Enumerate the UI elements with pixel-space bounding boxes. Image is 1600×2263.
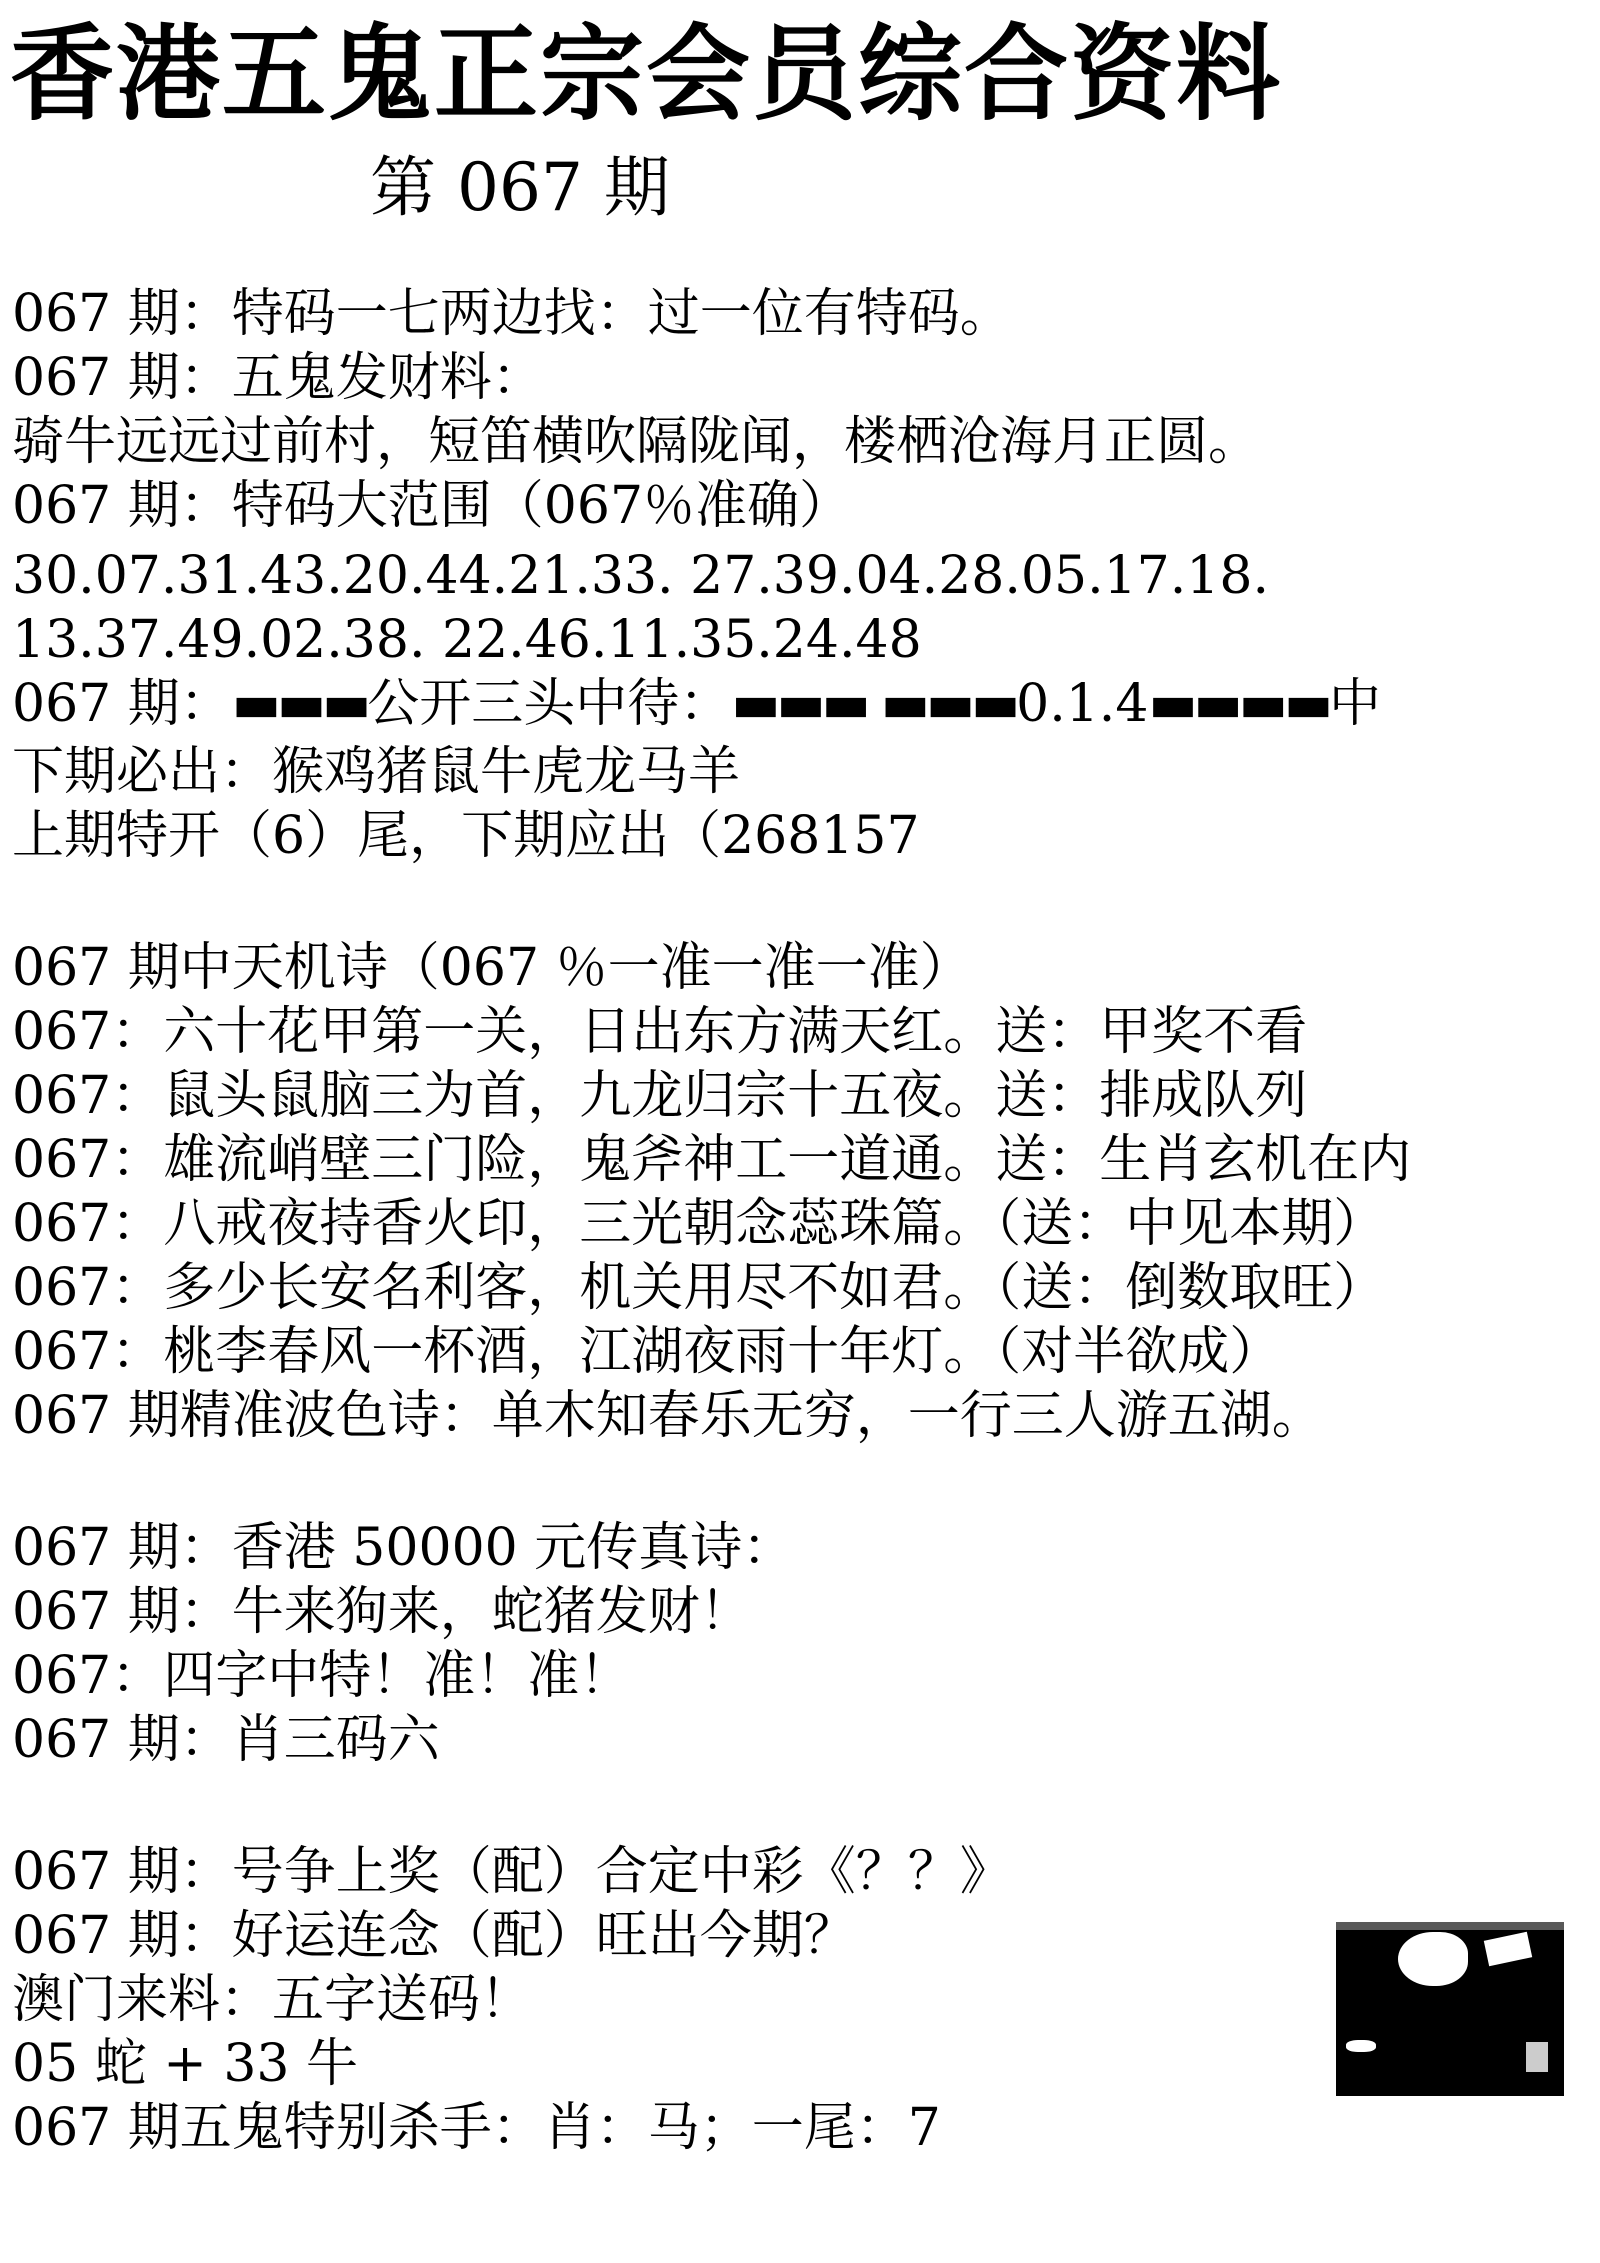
poem-line: 067：桃李春风一杯酒，江湖夜雨十年灯。（对半欲成） xyxy=(12,1322,1282,1382)
redacted-bars: ▬▬▬ xyxy=(231,673,368,734)
prize-line: 067 期：号争上奖（配）合定中彩《？？》 xyxy=(12,1842,1012,1902)
fax-poem-heading: 067 期：香港 50000 元传真诗： xyxy=(12,1518,795,1578)
tail-prediction-line: 上期特开（6）尾，下期应出（268157 xyxy=(12,806,920,866)
special-code-hint-line: 067 期：特码一七两边找：过一位有特码。 xyxy=(12,284,1012,344)
three-head-line xyxy=(12,672,1381,736)
number-list-row-1: 30.07.31.43.20.44.21.33. 27.39.04.28.05.17.18. xyxy=(12,546,1269,606)
zodiac-code-line: 067 期：肖三码六 xyxy=(12,1710,440,1770)
killer-line: 067 期五鬼特别杀手：肖：马；一尾：7 xyxy=(12,2098,941,2158)
luck-line: 067 期：好运连念（配）旺出今期？ xyxy=(12,1906,856,1966)
wave-color-poem: 067 期精准波色诗：单木知春乐无穷，一行三人游五湖。 xyxy=(12,1386,1324,1446)
poem-line: 067：多少长安名利客，机关用尽不如君。（送：倒数取旺） xyxy=(12,1258,1386,1318)
fax-poem-line: 067 期：牛来狗来，蛇猪发财！ xyxy=(12,1582,752,1642)
three-head-digits: 0.1.4 xyxy=(1016,674,1149,734)
next-issue-zodiacs: 下期必出：猴鸡猪鼠牛虎龙马羊 xyxy=(12,742,741,802)
poem-line: 067：六十花甲第一关，日出东方满天红。送：甲奖不看 xyxy=(12,1002,1308,1062)
photo-thumbnail xyxy=(1336,1922,1564,2096)
macau-material-line: 澳门来料：五字送码！ xyxy=(12,1970,533,2030)
number-list-row-2: 13.37.49.02.38. 22.46.11.35.24.48 xyxy=(12,610,922,670)
three-head-prefix: 067 期： xyxy=(12,674,232,734)
special-code-range-heading: 067 期：特码大范围（067％准确） xyxy=(12,476,852,536)
redacted-bars: ▬▬▬▬ xyxy=(1148,673,1329,734)
page-title: 香港五鬼正宗会员综合资料 xyxy=(10,13,1283,135)
snake-ox-numbers: 05 蛇 + 33 牛 xyxy=(12,2034,359,2094)
redacted-bars: ▬▬▬ ▬▬▬ xyxy=(731,673,1017,734)
three-head-suffix: 中 xyxy=(1328,674,1381,734)
wealth-material-poem: 骑牛远远过前村，短笛横吹隔陇闻，楼栖沧海月正圆。 xyxy=(12,412,1261,472)
wealth-material-heading: 067 期：五鬼发财料： xyxy=(12,348,544,408)
four-char-line: 067：四字中特！准！准！ xyxy=(12,1646,632,1706)
issue-number: 第 067 期 xyxy=(370,149,670,226)
poem-line: 067：八戒夜持香火印，三光朝念蕊珠篇。（送：中见本期） xyxy=(12,1194,1386,1254)
poem-line: 067：雄流峭壁三门险，鬼斧神工一道通。送：生肖玄机在内 xyxy=(12,1130,1412,1190)
heaven-poem-heading: 067 期中天机诗（067 ％一准一准一准） xyxy=(12,938,972,998)
three-head-text: 公开三头中待： xyxy=(367,674,732,734)
poem-line: 067：鼠头鼠脑三为首，九龙归宗十五夜。送：排成队列 xyxy=(12,1066,1308,1126)
